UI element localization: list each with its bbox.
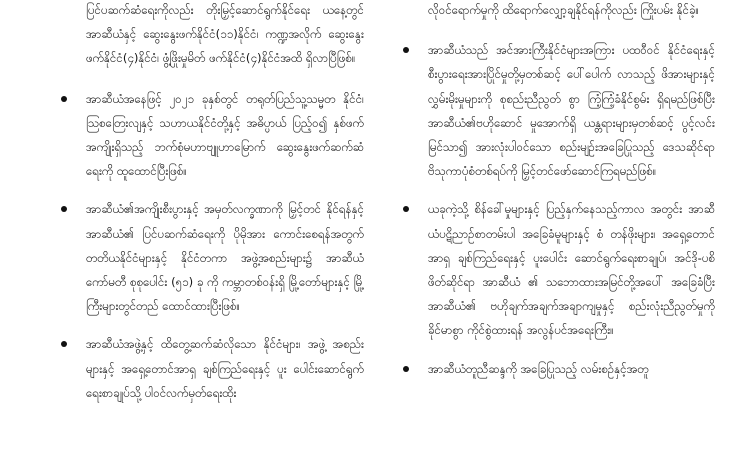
bullet-paragraph — [58, 332, 364, 405]
bullet-paragraph — [400, 357, 715, 381]
paragraph-text: ပြင်ပဆက်ဆံရေးကိုလည်း တိုးမြှင့်ဆောင်ရွက်နိုင်ရေး ယနေ့တွင် အာဆီယံနှင့် ဆွေးနွေးဖက်နိုင်ငံ(၁၁)နိုင်ငံ၊ ကဏ္ဍအလိုက် ဆွေးနွေးဖက်နိုင်ငံ(၄)နိုင်ငံ၊ ဖွံ့ဖြိုးမှုမိတ် ဖက်နိုင်ငံ(၄)နိုင်ငံအထိ ရှိလာပြီဖြစ်။ — [86, 3, 364, 66]
paragraph-text: အာဆီယံသည် အင်အားကြီးနိုင်ငံများအကြား ပထဝီဝင် နိုင်ငံရေးနှင့် စီးပွားရေးအားပြိုင်မှုတို့မှတစ်ဆင့် ပေါ်ပေါက် လာသည့် ဖိအားများနှင့် လွှမ်းမိုးမှုများကို စုစည်းညီညွတ် စွာ ကြံ့ကြံ့ခံနိုင်စွမ်း ရှိရမည်ဖြစ်ပြီး အာဆီယံ၏ဗဟိုဆောင် မှုအောက်ရှိ ယန္တရားများမှတစ်ဆင့် ပွင့်လင်းမြင်သာ၍ အားလုံးပါဝင်သော စည်းမျဉ်းအခြေပြုသည့် ဒေသဆိုင်ရာ ဗိသုကာပုံစံတစ်ရပ်ကို မြှင့်တင်ဖော်ဆောင်ကြရမည်ဖြစ်။ — [428, 43, 715, 179]
paragraph-text: အာဆီယံအဖွဲ့နှင့် ထိတွေ့ဆက်ဆံလိုသော နိုင်ငံများ၊ အဖွဲ့ အစည်းများနှင့် အရှေ့တောင်အာရှ ချစ်ကြည်ရေးနှင့် ပူး ပေါင်းဆောင်ရွက်ရေးစာချုပ်သို့ ပါဝင်လက်မှတ်ရေးထိုး — [86, 337, 364, 400]
bullet-dot-icon — [61, 341, 67, 347]
paragraph-text: လိုဝင်ရောက်မှုကို ထိရောက်လျှော့ချနိုင်ရန်ကိုလည်း ကြိုးပမ်း နိုင်ခဲ့။ — [428, 3, 700, 17]
paragraph-text: ယခုကဲ့သို့ စိန်ခေါ်မှုများနှင့် ပြည့်နှက်နေသည့်ကာလ အတွင်း အာဆီယံပဋိညာဉ်စာတမ်းပါ အခြေခံမူများနှင့် စံ တန်ဖိုးများ၊ အရှေ့တောင်အာရှ ချစ်ကြည်ရေးနှင့် ပူးပေါင်း ဆောင်ရွက်ရေးစာချုပ်၊ အင်ဒို-ပစိဖိတ်ဆိုင်ရာ အာဆီယံ ၏ သဘောထားအမြင်တို့အပေါ် အခြေခံပြီး အာဆီယံ၏ ဗဟိုချက်အချက်အချာကျမှုနှင့် စည်းလုံးညီညွတ်မှုကို ခိုင်မာစွာ ကိုင်စွဲထားရန် အလွန်ပင်အရေးကြီး။ — [428, 202, 715, 338]
bullet-dot-icon — [403, 206, 409, 212]
bullet-paragraph — [58, 87, 364, 184]
bullet-paragraph — [58, 197, 364, 318]
paragraph-text: အာဆီယံ၏အကျိုးစီးပွားနှင့် အမှတ်လက္ခဏာကို မြှင့်တင် နိုင်ရန်နှင့် အာဆီယံ၏ ပြင်ပဆက်ဆံရေးကို ပိုမိုအား ကောင်းစေရန်အတွက် တတိယနိုင်ငံများနှင့် နိုင်ငံတကာ အဖွဲ့အစည်းများ၌ အာဆီယံကော်မတီ စုစုပေါင်း (၅၁) ခု ကို ကမ္ဘာတစ်ဝန်းရှိ မြို့တော်များနှင့် မြို့ကြီးများတွင်တည် ထောင်ထားပြီးဖြစ်။ — [86, 202, 364, 314]
bullet-paragraph — [400, 197, 715, 342]
paragraph-text: အာဆီယံတူညီဆန္ဒကို အခြေပြုသည့် လမ်းစဉ်နှင့်အတူ — [428, 361, 649, 376]
left-column — [58, 0, 364, 419]
bullet-dot-icon — [61, 206, 67, 212]
bullet-paragraph — [400, 38, 715, 183]
bullet-dot-icon — [403, 366, 409, 372]
bullet-dot-icon — [61, 96, 67, 102]
paragraph-text: အာဆီယံအနေဖြင့် ၂၀၂၁ ခုနှစ်တွင် တရုတ်ပြည်သူ့သမ္မတ နိုင်ငံ၊ ဩစတြေးလျနှင့် သဟာယနိုင်ငံတို့နှင့် အဓိပ္ပာယ် ပြည့်ဝ၍ နှစ်ဖက်အကျိုးရှိသည့် ဘက်စုံမဟာဗျူဟာမြောက် ဆွေးနွေးဖက်ဆက်ဆံရေးကို ထူထောင်ပြီးဖြစ်။ — [86, 91, 364, 179]
right-column — [400, 0, 715, 395]
bullet-dot-icon — [403, 47, 409, 53]
paragraph-continuation — [400, 0, 715, 22]
paragraph-continuation — [58, 0, 364, 71]
